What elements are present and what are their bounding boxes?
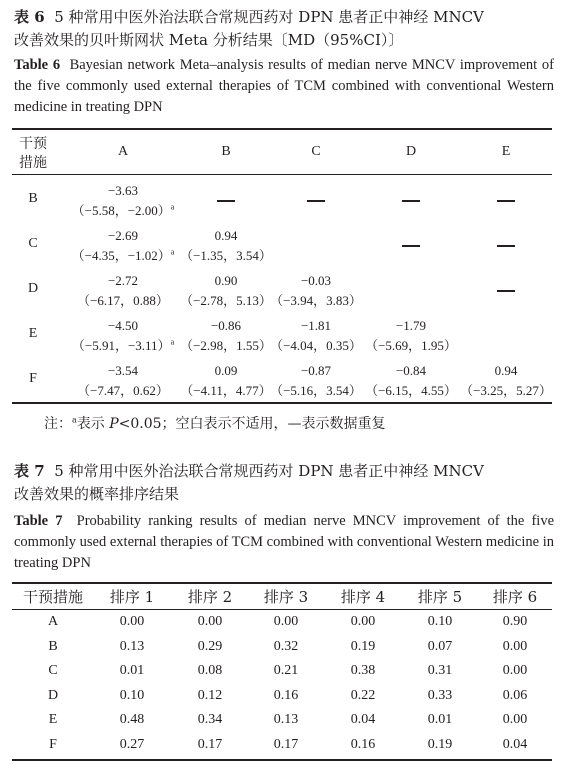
table6-title-cn-line2: 改善效果的贝叶斯网状 Meta 分析结果〔MD（95%CI）〕	[14, 31, 404, 49]
table6-dash-cell	[497, 290, 515, 292]
table6-row-label: E	[28, 326, 38, 341]
table6-cell-ci	[169, 246, 283, 266]
note-text2: <0.05；空白表示不适用，—表示数据重复	[118, 416, 386, 432]
table7-cell: 0.33	[427, 687, 453, 703]
table7-column-header: 排序 2	[187, 588, 233, 606]
table7-column-header: 干预措施	[22, 588, 83, 606]
table7-cell: 0.13	[119, 638, 145, 654]
table7-cell: 0.00	[502, 712, 528, 727]
note-prefix: 注：	[44, 416, 72, 432]
table6-dash-cell	[497, 245, 515, 247]
table6-dash-cell	[217, 200, 235, 202]
table7-column-header: 排序 6	[492, 588, 538, 606]
note-p: P	[109, 416, 119, 432]
table7-title-cn-line2: 改善效果的概率排序结果	[14, 485, 180, 503]
table7-cell: 0.01	[427, 712, 453, 727]
table7-cell: 0.27	[119, 736, 145, 752]
table7-cell: 0.10	[427, 614, 453, 629]
table6-dash-cell	[307, 200, 325, 202]
table6-cell-mean: −0.03	[300, 273, 332, 288]
table6-cell-ci	[449, 381, 563, 401]
table7-cell: 0.38	[350, 663, 376, 678]
table6-cell-mean: 0.94	[214, 228, 238, 243]
note-sup: a	[72, 415, 77, 425]
table6-cell-mean: 0.09	[214, 363, 238, 378]
table7-caption-cn	[14, 460, 554, 506]
table7-top-rule	[12, 582, 552, 584]
table7-cell: 0.48	[119, 712, 145, 727]
table6-dash-cell	[402, 200, 420, 202]
table6-significance-mark: a	[170, 202, 175, 212]
table6-cell-mean: −1.81	[300, 318, 332, 333]
table7-cell: 0.00	[502, 638, 528, 654]
table6-cell-mean: −3.54	[107, 363, 139, 378]
table6-cell-ci-text: （−6.17，0.88）	[77, 293, 169, 308]
table6-row-label: C	[28, 236, 38, 251]
table7-cell: 0.04	[502, 736, 528, 752]
table6-significance-mark: a	[170, 337, 175, 347]
table6-cell-ci-text: （−3.25，5.27）	[460, 383, 552, 398]
table6-cell-ci-text: （−2.78，5.13）	[180, 293, 272, 308]
table6-caption-en	[14, 55, 554, 118]
table6-title-en: Bayesian network Meta–analysis results of median nerve MNCV improvement of the five commonly used external therapies of TCM combined with conventional Western medicine in treating DPN	[14, 57, 555, 115]
table7-cell: 0.08	[197, 663, 223, 678]
table7-caption-en	[14, 511, 554, 574]
table6-cell-ci	[259, 291, 373, 311]
table7-column-header: 排序 1	[109, 588, 155, 606]
table6-cell-mean: −0.84	[395, 363, 427, 378]
table6-cell-ci-text: （−5.69，1.95）	[365, 338, 457, 353]
table6-bottom-rule	[12, 402, 552, 404]
table6-cell-ci-text: （−6.15，4.55）	[365, 383, 457, 398]
table6-header-rule	[12, 174, 552, 175]
table7-cell: 0.06	[502, 687, 528, 703]
table6-cell-ci-text: （−1.35，3.54）	[180, 248, 272, 263]
table7-cell: 0.00	[350, 614, 376, 629]
table7-row-label: A	[47, 614, 59, 629]
table7-row-label: D	[47, 687, 59, 703]
table6-column-header: B	[221, 144, 231, 159]
table7-cell: 0.04	[350, 712, 376, 727]
table7-cell: 0.29	[197, 638, 223, 654]
table6-column-header: D	[405, 144, 417, 159]
table6-cell-mean: 0.90	[214, 273, 238, 288]
table7-cell: 0.19	[350, 638, 376, 654]
table6-cell-mean: −2.72	[107, 273, 139, 288]
table6-cell-ci	[66, 381, 180, 401]
table7-bottom-rule	[12, 759, 552, 761]
table6-cell-mean: 0.94	[494, 363, 518, 378]
table7-cell: 0.00	[197, 614, 223, 629]
table6-cell-ci-text: （−5.91，−3.11）	[71, 338, 171, 353]
table6-cell-ci-text: （−3.94，3.83）	[270, 293, 362, 308]
table6-corner-header-line1: 干预	[19, 137, 47, 152]
table6-cell-mean: −4.50	[107, 318, 139, 333]
table6-cell-ci-text: （−4.04，0.35）	[270, 338, 362, 353]
table6-column-header: C	[311, 144, 321, 159]
table7-row-label: C	[48, 663, 58, 678]
table6-cell-mean: −3.63	[107, 183, 139, 198]
table7-cell: 0.31	[427, 663, 453, 678]
table7-title-cn-line1: 5 种常用中医外治法联合常规西药对 DPN 患者正中神经 MNCV	[54, 462, 484, 480]
table6-cell-ci	[66, 336, 180, 356]
table7-row-label: E	[48, 712, 58, 727]
table7-number-en: Table 7	[14, 513, 63, 529]
table6-top-rule	[12, 128, 552, 130]
table6-row-label: F	[29, 371, 37, 386]
table7-column-header: 排序 3	[263, 588, 309, 606]
table6-number-en: Table 6	[14, 57, 61, 73]
table6-dash-cell	[402, 245, 420, 247]
table6-cell-ci	[66, 291, 180, 311]
table7-title-en: Probability ranking results of median nerve MNCV improvement of the five commonly used external therapies of TCM combined with conventional Western medicine in treating DPN	[14, 513, 555, 571]
table7-cell: 0.32	[273, 638, 299, 654]
table7-cell: 0.07	[427, 638, 453, 654]
table7-cell: 0.17	[273, 736, 299, 752]
table6-cell-mean: −0.86	[210, 318, 242, 333]
table6-cell-ci-text: （−4.35，−1.02）	[71, 248, 171, 263]
table6-cell-ci-text: （−5.16，3.54）	[270, 383, 362, 398]
table6-title-cn-line1: 5 种常用中医外治法联合常规西药对 DPN 患者正中神经 MNCV	[54, 8, 484, 26]
table6-significance-mark: a	[170, 247, 175, 257]
table6-number-cn: 表 6	[14, 8, 45, 26]
table7-cell: 0.19	[427, 736, 453, 752]
table6-cell-ci	[354, 336, 468, 356]
table7-cell: 0.21	[273, 663, 299, 678]
table7-cell: 0.22	[350, 687, 376, 703]
table7-cell: 0.17	[197, 736, 223, 752]
table6-cell-mean: −1.79	[395, 318, 427, 333]
table6-cell-ci	[66, 201, 180, 221]
table7-cell: 0.00	[119, 614, 145, 629]
table6-cell-ci-text: （−4.11，4.77）	[180, 383, 272, 398]
table7-row-label: F	[49, 736, 57, 752]
table6-column-header: E	[501, 144, 511, 159]
table7-row-label: B	[48, 638, 58, 654]
table7-column-header: 排序 4	[340, 588, 386, 606]
table7-cell: 0.01	[119, 663, 145, 678]
table6-cell-mean: −2.69	[107, 228, 139, 243]
table6-footnote	[44, 413, 386, 433]
table7-cell: 0.00	[502, 663, 528, 678]
table7-cell: 0.13	[273, 712, 299, 727]
table7-number-cn: 表 7	[14, 462, 45, 480]
table7-cell: 0.12	[197, 687, 223, 703]
table7-column-header: 排序 5	[417, 588, 463, 606]
table6-column-header: A	[117, 144, 129, 159]
note-text1: 表示	[76, 416, 110, 432]
table6-cell-ci	[66, 246, 180, 266]
table6-cell-ci-text: （−5.58，−2.00）	[71, 203, 171, 218]
table6-cell-ci-text: （−2.98，1.55）	[180, 338, 272, 353]
table6-row-label: D	[27, 281, 39, 296]
table7-cell: 0.00	[273, 614, 299, 629]
table6-caption-cn	[14, 6, 554, 52]
table7-cell: 0.90	[502, 614, 528, 629]
table6-row-label: B	[28, 191, 38, 206]
table7-cell: 0.10	[119, 687, 145, 703]
table7-cell: 0.34	[197, 712, 223, 727]
table7-cell: 0.16	[273, 687, 299, 703]
table7-header-rule	[12, 609, 552, 610]
table6-cell-ci-text: （−7.47，0.62）	[77, 383, 169, 398]
table7-cell: 0.16	[350, 736, 376, 752]
table6-dash-cell	[497, 200, 515, 202]
table6-corner-header-line2: 措施	[19, 156, 47, 171]
table6-cell-mean: −0.87	[300, 363, 332, 378]
